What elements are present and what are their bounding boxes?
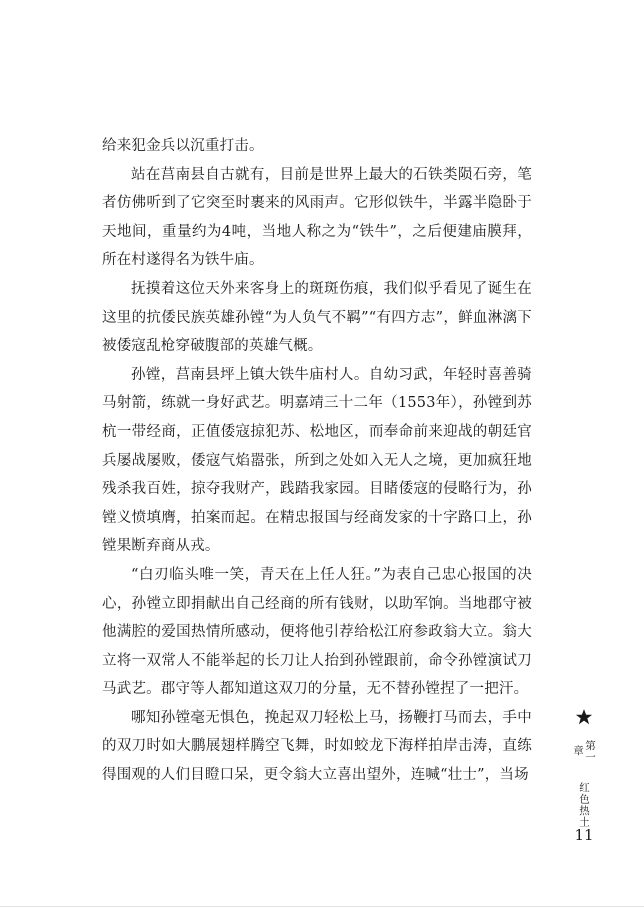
paragraph-3: 抚摸着这位天外来客身上的斑斑伤痕，我们似乎看见了诞生在这里的抗倭民族英雄孙镗“为人负气不羁”“有四方志”，鲜血淋漓下被倭寇乱枪穿破腹部的英雄气概。 [102, 280, 532, 355]
page-number: 11 [574, 826, 594, 844]
paragraph-6: 哪知孙镗毫无惧色，挽起双刀轻松上马，扬鞭打马而去，手中的双刀时如大鹏展翅样腾空飞舞，时如蛟龙下海样拍岸击涛，直练得围观的人们目瞪口呆，更令翁大立喜出望外，连喊“壮士”，当场 [102, 709, 532, 784]
chapter-label: 第一章 [572, 739, 596, 763]
paragraph-2: 站在莒南县自古就有，目前是世界上最大的石铁类陨石旁，笔者仿佛听到了它突至时裹来的风雨声。它形似铁牛，半露半隐卧于天地间，重量约为4吨，当地人称之为“铁牛”，之后便建庙膜拜，所在村遂得名为铁牛庙。 [102, 166, 532, 269]
star-icon [575, 708, 593, 726]
paragraph-4: 孙镗，莒南县坪上镇大铁牛庙村人。自幼习武，年轻时喜善骑马射箭，练就一身好武艺。明嘉靖三十二年（1553年），孙镗到苏杭一带经商，正值倭寇掠犯苏、松地区，而奉命前来迎战的朝廷官兵屡战屡败，倭寇气焰嚣张，所到之处如入无人之境，更加疯狂地残杀我百姓，掠夺我财产，践踏我家园。目睹倭寇的侵略行为，孙镗义愤填膺，拍案而起。在精忠报国与经商发家的十字路口上，孙镗果断弃商从戎。 [102, 366, 532, 555]
paragraph-1: 给来犯金兵以沉重打击。 [102, 138, 264, 154]
chapter-side-tab [572, 708, 596, 832]
page-bottom-divider [0, 906, 644, 907]
section-label: 红色热土 [578, 782, 590, 828]
paragraph-5: “白刃临头唯一笑，青天在上任人狂。”为表自己忠心报国的决心，孙镗立即捐献出自己经商的所有钱财，以助军饷。当地郡守被他满腔的爱国热情所感动，便将他引荐给松江府参政翁大立。翁大立将一双常人不能举起的长刀让人抬到孙镗跟前，命令孙镗演试刀马武艺。郡守等人都知道这双刀的分量，无不替孙镗捏了一把汗。 [102, 566, 532, 698]
body-text [102, 132, 532, 790]
